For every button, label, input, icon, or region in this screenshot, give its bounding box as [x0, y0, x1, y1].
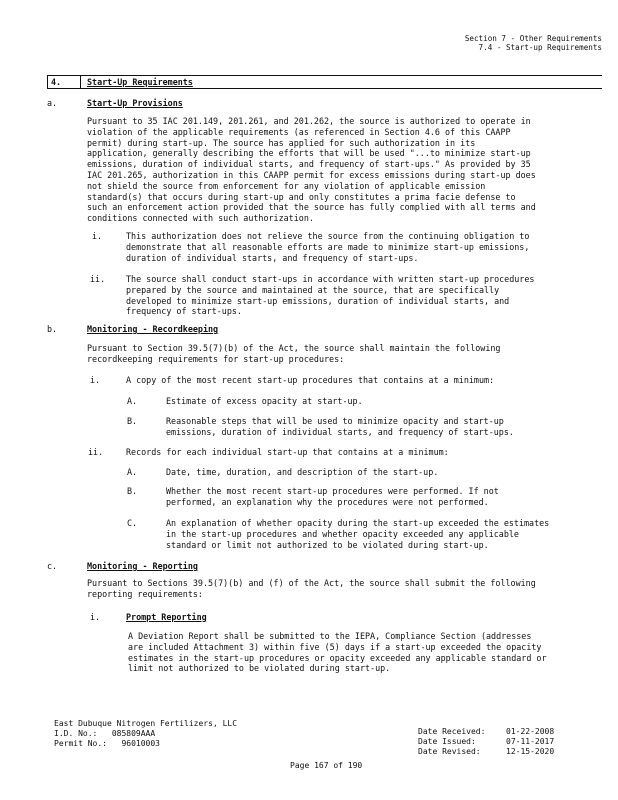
- item-b-i-A-text: [166, 396, 363, 407]
- item-c-i-label: i.: [90, 612, 101, 622]
- item-b-ii-C-label: C.: [127, 518, 138, 528]
- footer-left: [54, 719, 237, 749]
- text-line: Whether the most recent start-up procedures were performed. If not: [166, 486, 499, 496]
- item-b-i-text: A copy of the most recent start-up procedures that contains at a minimum:: [126, 375, 495, 385]
- text-line: recordkeeping requirements for start-up procedures:: [87, 353, 345, 364]
- item-b-ii-label: ii.: [88, 447, 104, 457]
- subsection-c-paragraph: [87, 578, 536, 600]
- item-c-i-title: Prompt Reporting: [126, 612, 207, 622]
- footer-permit-value: 96010003: [121, 739, 160, 748]
- footer-revised-label: Date Revised:: [418, 747, 481, 756]
- section-number: 4.: [47, 76, 81, 88]
- item-b-i-A-label: A.: [127, 396, 138, 406]
- text-line: violation of the applicable requirements (as referenced in Section 4.6 of this CAAPP: [87, 126, 511, 137]
- text-line: emissions, duration of individual starts, and frequency of start-ups." As provided by 35: [87, 159, 531, 170]
- header-subsection: 7.4 - Start-up Requirements: [478, 43, 602, 52]
- item-b-ii-B-label: B.: [127, 486, 138, 496]
- footer-revised-value: 12-15-2020: [506, 747, 555, 756]
- text-line: Estimate of excess opacity at start-up.: [166, 396, 363, 406]
- item-b-ii-B-text: [166, 486, 499, 508]
- text-line: estimates in the start-up procedures or opacity exceeded any applicable standard or: [128, 652, 547, 663]
- section-title: Start-Up Requirements: [87, 77, 193, 87]
- text-line: frequency of start-ups.: [126, 306, 242, 317]
- text-line: are included Attachment 3) within five (5) days if a start-up exceeded the opacity: [128, 641, 542, 652]
- item-b-i-B-label: B.: [127, 416, 138, 426]
- item-a-ii-label: ii.: [90, 274, 106, 284]
- footer-issued-value: 07-11-2017: [506, 737, 555, 746]
- item-c-i-text: [128, 631, 547, 674]
- item-b-ii-C-text: [166, 518, 549, 550]
- subsection-c-label: c.: [47, 561, 58, 571]
- subsection-c-title: Monitoring - Reporting: [87, 561, 198, 571]
- text-line: duration of individual starts, and frequency of start-ups.: [126, 252, 419, 263]
- text-line: Pursuant to Sections 39.5(7)(b) and (f) of the Act, the source shall submit the following: [87, 578, 536, 588]
- item-b-ii-A-label: A.: [127, 467, 138, 477]
- text-line: An explanation of whether opacity during the start-up exceeded the estimates: [166, 518, 550, 528]
- subsection-b-title: Monitoring - Recordkeeping: [87, 324, 219, 334]
- footer-company: East Dubuque Nitrogen Fertilizers, LLC: [54, 719, 238, 728]
- text-line: standard(s) that occurs during start-up and only constitutes a prima facie defense to: [87, 191, 516, 202]
- text-line: permit) during start-up. The source has applied for such authorization in its: [87, 137, 476, 148]
- subsection-a-title: Start-Up Provisions: [87, 98, 183, 108]
- subsection-a-paragraph: [87, 116, 536, 224]
- text-line: limit not authorized to be violated during start-up.: [128, 663, 391, 674]
- text-line: prepared by the source and maintained at the source, that are specifically: [126, 284, 500, 295]
- page-header: [465, 34, 602, 52]
- text-line: emissions, duration of individual starts, and frequency of start-ups.: [166, 426, 514, 437]
- footer-received-value: 01-22-2008: [506, 727, 555, 736]
- subsection-b-label: b.: [47, 324, 58, 334]
- subsection-b-paragraph: [87, 343, 500, 365]
- header-section: Section 7 - Other Requirements: [464, 34, 602, 43]
- footer-received-label: Date Received:: [418, 727, 486, 736]
- item-b-ii-A-text: [166, 467, 438, 478]
- page-number: Page 167 of 190: [290, 761, 363, 770]
- item-a-ii-text: [126, 274, 534, 317]
- text-line: IAC 201.265, authorization in this CAAPP permit for excess emissions during start-up does: [87, 169, 536, 180]
- footer-issued-label: Date Issued:: [418, 737, 476, 746]
- item-b-i-label: i.: [90, 375, 101, 385]
- section-heading-row: [47, 75, 602, 89]
- item-b-i-B-text: [166, 416, 514, 438]
- text-line: performed, an explanation why the procedures were not performed.: [166, 496, 489, 507]
- text-line: Pursuant to 35 IAC 201.149, 201.261, and 201.262, the source is authorized to operate in: [87, 116, 531, 126]
- text-line: developed to minimize start-up emissions, duration of individual starts, and: [126, 295, 510, 306]
- text-line: A Deviation Report shall be submitted to the IEPA, Compliance Section (addresses: [128, 631, 532, 641]
- footer-right: [418, 727, 554, 757]
- text-line: reporting requirements:: [87, 588, 203, 599]
- item-b-ii-text: Records for each individual start-up that contains at a minimum:: [126, 447, 449, 457]
- text-line: such an enforcement action provided that the source has fully complied with all terms and: [87, 202, 536, 213]
- text-line: standard or limit not authorized to be violated during start-up.: [166, 539, 489, 550]
- text-line: conditions connected with such authorization.: [87, 213, 314, 224]
- text-line: in the start-up procedures and whether opacity exceeded any applicable: [166, 528, 519, 539]
- item-a-i-text: [126, 231, 529, 263]
- text-line: demonstrate that all reasonable efforts are made to minimize start-up emissions,: [126, 241, 530, 252]
- text-line: The source shall conduct start-ups in accordance with written start-up procedures: [126, 274, 535, 284]
- text-line: application, generally describing the efforts that will be used "...to minimize start-up: [87, 148, 531, 159]
- footer-id-value: 085809AAA: [111, 729, 156, 738]
- text-line: This authorization does not relieve the source from the continuing obligation to: [126, 231, 530, 241]
- item-a-i-label: i.: [92, 231, 103, 241]
- footer-permit-label: Permit No.:: [54, 739, 107, 748]
- text-line: Pursuant to Section 39.5(7)(b) of the Act, the source shall maintain the following: [87, 343, 501, 353]
- text-line: Reasonable steps that will be used to minimize opacity and start-up: [166, 416, 504, 426]
- text-line: not shield the source from enforcement for any violation of applicable emission: [87, 180, 486, 191]
- text-line: Date, time, duration, and description of the start-up.: [166, 467, 439, 477]
- footer-id-label: I.D. No.:: [54, 729, 98, 738]
- subsection-a-label: a.: [47, 98, 58, 108]
